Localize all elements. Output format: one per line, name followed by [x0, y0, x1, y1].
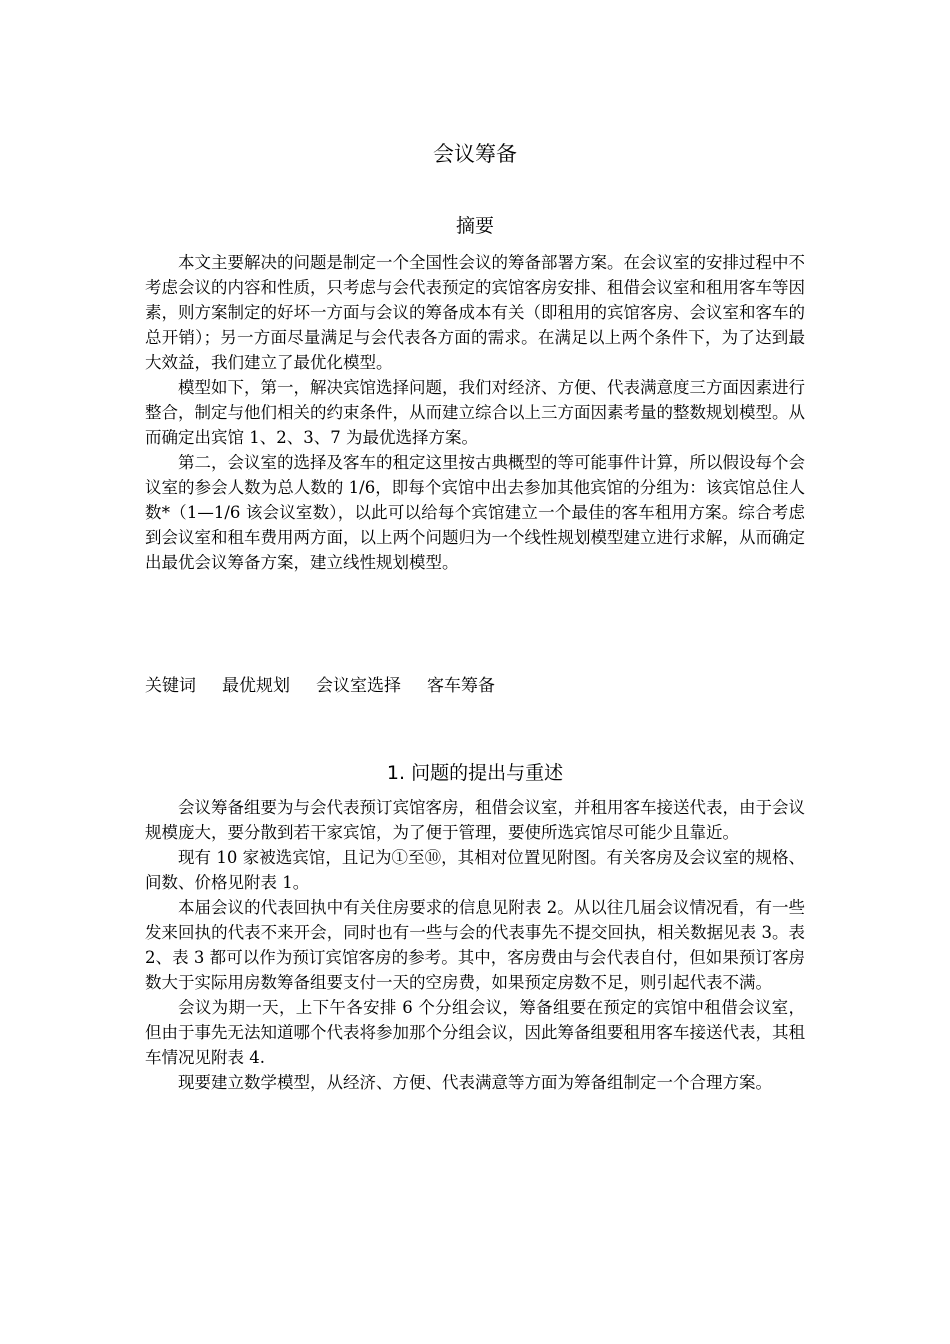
- abstract-heading: 摘要: [455, 215, 494, 237]
- abstract-paragraph: 模型如下，第一，解决宾馆选择问题，我们对经济、方便、代表满意度三方面因素进行整合，制定与他们相关的约束条件，从而建立综合以上三方面因素考量的整数规划模型。从而确定出宾馆 1、2、3、7 为最优选择方案。: [145, 378, 805, 447]
- section-paragraph: 现有 10 家被选宾馆，且记为①至⑩，其相对位置见附图。有关客房及会议室的规格、间数、价格见附表 1。: [145, 848, 805, 892]
- keyword: 客车筹备: [427, 676, 495, 696]
- abstract-body: [145, 250, 805, 575]
- keyword: 会议室选择: [316, 676, 401, 696]
- keywords-label: 关键词: [145, 676, 196, 696]
- abstract-paragraph: 第二，会议室的选择及客车的租定这里按古典概型的等可能事件计算，所以假设每个会议室的参会人数为总人数的 1/6，即每个宾馆中出去参加其他宾馆的分组为：该宾馆总住人数*（1—1/6 该会议室数），以此可以给每个宾馆建立一个最佳的客车租用方案。综合考虑到会议室和租车费用两方面，以上两个问题归为一个线性规划模型建立进行求解，从而确定出最优会议筹备方案，建立线性规划模型。: [145, 453, 805, 572]
- abstract-paragraph: 本文主要解决的问题是制定一个全国性会议的筹备部署方案。在会议室的安排过程中不考虑会议的内容和性质，只考虑与会代表预定的宾馆客房安排、租借会议室和租用客车等因素，则方案制定的好坏一方面与会议的筹备成本有关（即租用的宾馆客房、会议室和客车的总开销）；另一方面尽量满足与会代表各方面的需求。在满足以上两个条件下，为了达到最大效益，我们建立了最优化模型。: [145, 253, 805, 372]
- section-paragraph: 会议筹备组要为与会代表预订宾馆客房，租借会议室，并租用客车接送代表，由于会议规模庞大，要分散到若干家宾馆，为了便于管理，要使所选宾馆尽可能少且靠近。: [145, 798, 805, 842]
- paper-title: 会议筹备: [433, 142, 517, 166]
- keyword: 最优规划: [222, 676, 290, 696]
- keywords-line: [145, 673, 495, 699]
- section-paragraph: 现要建立数学模型，从经济、方便、代表满意等方面为筹备组制定一个合理方案。: [178, 1073, 772, 1092]
- section-paragraph: 会议为期一天，上下午各安排 6 个分组会议，筹备组要在预定的宾馆中租借会议室，但由于事先无法知道哪个代表将参加那个分组会议，因此筹备组要租用客车接送代表，其租车情况见附表 4.: [145, 998, 805, 1067]
- section-heading: 1. 问题的提出与重述: [386, 762, 564, 784]
- section-body: [145, 795, 805, 1095]
- section-paragraph: 本届会议的代表回执中有关住房要求的信息见附表 2。从以往几届会议情况看，有一些发来回执的代表不来开会，同时也有一些与会的代表事先不提交回执，相关数据见表 3。表 2、表 3 都可以作为预订宾馆客房的参考。其中，客房费由与会代表自付，但如果预订客房数大于实际用房数筹备组要支付一天的空房费，如果预定房数不足，则引起代表不满。: [145, 898, 805, 992]
